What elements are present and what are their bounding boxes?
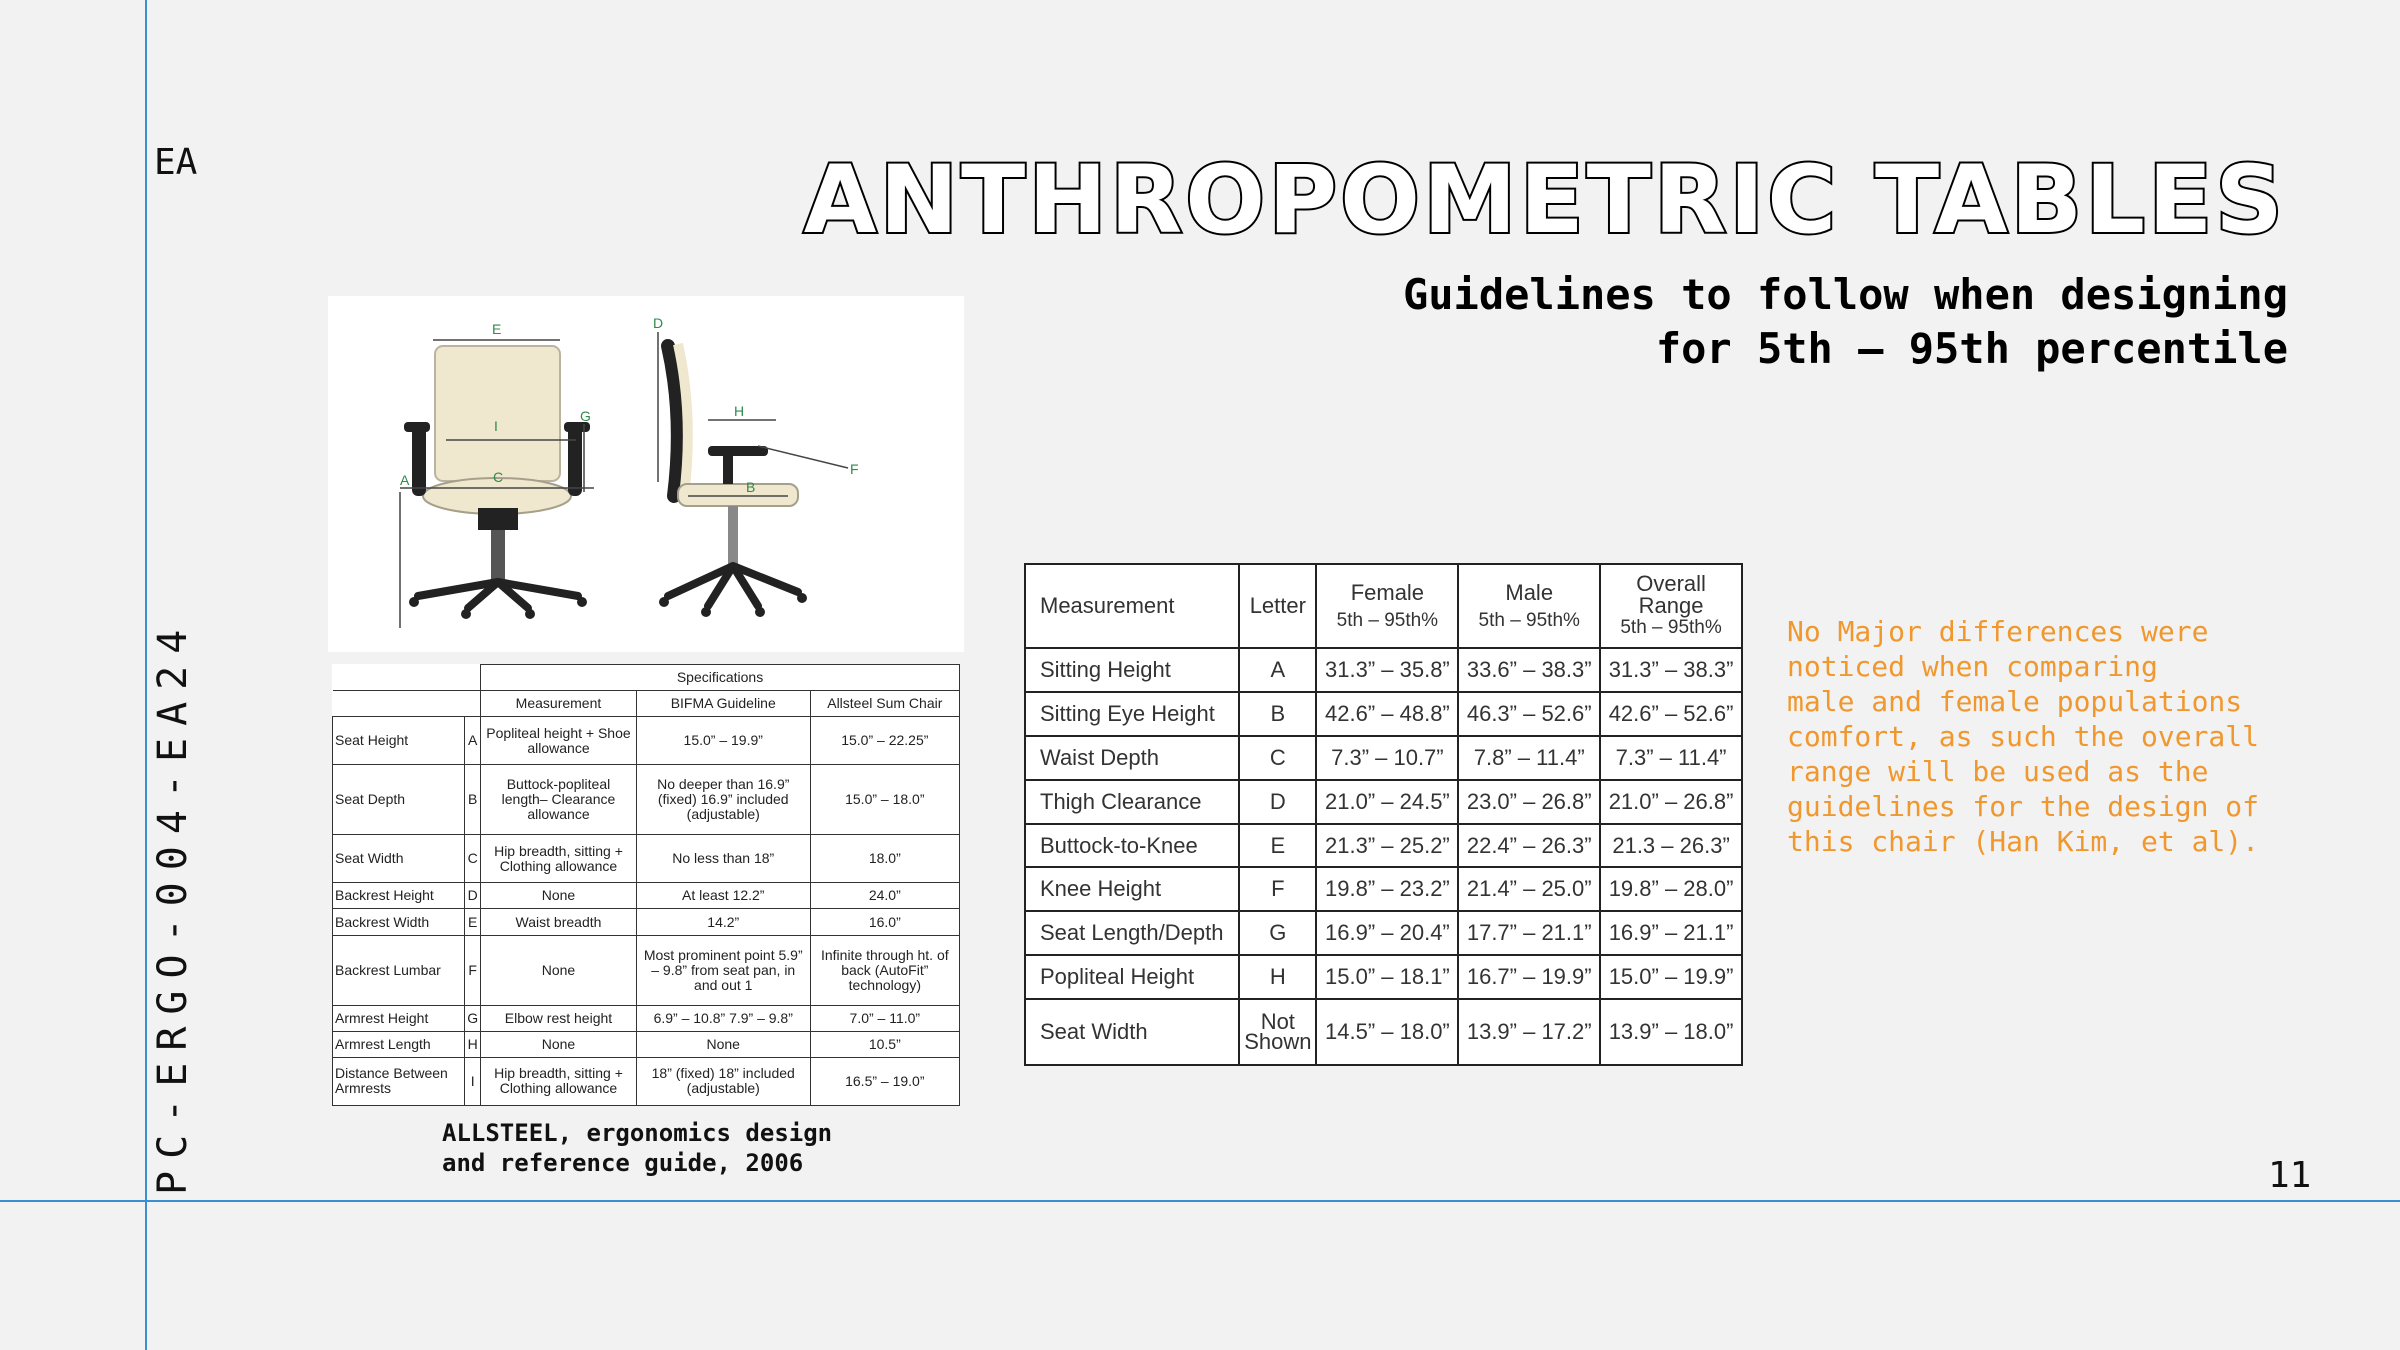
spec-row-letter: E <box>465 909 481 935</box>
spec-row-bifma: None <box>636 1031 810 1057</box>
spec-row-allsteel: Infinite through ht. of back (AutoFit” technology) <box>810 935 959 1005</box>
table-row <box>1025 692 1742 736</box>
spec-row-letter: C <box>465 835 481 883</box>
spec-row-measurement: Elbow rest height <box>481 1005 637 1031</box>
row-overall: 19.8” – 28.0” <box>1600 867 1742 911</box>
table-row <box>333 1005 960 1031</box>
row-measurement: Thigh Clearance <box>1025 780 1239 824</box>
row-overall: 7.3” – 11.4” <box>1600 736 1742 780</box>
header-male-label: Male <box>1505 580 1554 605</box>
row-female: 21.0” – 24.5” <box>1316 780 1458 824</box>
row-letter: H <box>1239 955 1316 999</box>
spec-header-measurement: Measurement <box>481 691 637 717</box>
figure-caption <box>442 1118 832 1178</box>
header-overall <box>1600 564 1742 648</box>
design-note: No Major differences were noticed when comparing male and female populations comfort, as such the overall range will be used as the guidelines for the design of this chair (Han Kim, et al). <box>1787 615 2260 858</box>
row-measurement: Waist Depth <box>1025 736 1239 780</box>
table-row <box>333 883 960 909</box>
label-H: H <box>734 403 745 419</box>
row-male: 46.3” – 52.6” <box>1458 692 1600 736</box>
spec-row-allsteel: 24.0” <box>810 883 959 909</box>
horizontal-guide-line <box>0 1200 2400 1202</box>
header-female-label: Female <box>1350 580 1425 605</box>
spec-row-bifma: 18” (fixed) 18” included (adjustable) <box>636 1057 810 1105</box>
document-code: PC-ERGO-004-EA24 <box>150 617 196 1195</box>
spec-group-header: Specifications <box>481 665 960 691</box>
page-subtitle <box>1188 268 2288 376</box>
spec-row-name: Backrest Lumbar <box>333 935 465 1005</box>
row-female: 21.3” – 25.2” <box>1316 824 1458 868</box>
header-overall-label: Overall Range <box>1636 571 1706 618</box>
spec-row-bifma: Most prominent point 5.9” – 9.8” from seat pan, in and out 1 <box>636 935 810 1005</box>
spec-row-name: Seat Depth <box>333 765 465 835</box>
row-female: 14.5” – 18.0” <box>1316 999 1458 1065</box>
header-female-range: 5th – 95th% <box>1336 610 1439 631</box>
spec-row-letter: A <box>465 717 481 765</box>
spec-row-measurement: None <box>481 883 637 909</box>
row-measurement: Seat Width <box>1025 999 1239 1065</box>
spec-row-name: Distance Between Armrests <box>333 1057 465 1105</box>
spec-row-measurement: Hip breadth, sitting + Clothing allowance <box>481 835 637 883</box>
row-female: 42.6” – 48.8” <box>1316 692 1458 736</box>
spec-row-letter: B <box>465 765 481 835</box>
spec-row-letter: I <box>465 1057 481 1105</box>
spec-corner-cell-2 <box>333 691 481 717</box>
spec-row-allsteel: 16.5” – 19.0” <box>810 1057 959 1105</box>
row-female: 7.3” – 10.7” <box>1316 736 1458 780</box>
row-letter: F <box>1239 867 1316 911</box>
label-D: D <box>653 315 664 331</box>
row-letter: C <box>1239 736 1316 780</box>
table-row <box>333 765 960 835</box>
spec-row-measurement: Popliteal height + Shoe allowance <box>481 717 637 765</box>
label-A: A <box>400 472 410 488</box>
row-overall: 13.9” – 18.0” <box>1600 999 1742 1065</box>
spec-row-allsteel: 15.0” – 18.0” <box>810 765 959 835</box>
table-row <box>333 935 960 1005</box>
row-overall: 31.3” – 38.3” <box>1600 648 1742 692</box>
caption-line-1: ALLSTEEL, ergonomics design <box>442 1119 833 1147</box>
table-header-row <box>1025 564 1742 648</box>
row-male: 17.7” – 21.1” <box>1458 911 1600 955</box>
spec-row-name: Backrest Height <box>333 883 465 909</box>
row-letter: B <box>1239 692 1316 736</box>
spec-row-allsteel: 16.0” <box>810 909 959 935</box>
spec-row-name: Backrest Width <box>333 909 465 935</box>
table-row <box>1025 648 1742 692</box>
table-row <box>1025 911 1742 955</box>
spec-row-measurement: Waist breadth <box>481 909 637 935</box>
label-E: E <box>492 321 502 337</box>
row-male: 22.4” – 26.3” <box>1458 824 1600 868</box>
label-B: B <box>746 479 756 495</box>
header-female <box>1316 564 1458 648</box>
row-female: 31.3” – 35.8” <box>1316 648 1458 692</box>
spec-row-measurement: None <box>481 935 637 1005</box>
spec-row-letter: G <box>465 1005 481 1031</box>
label-I: I <box>494 418 498 434</box>
spec-row-allsteel: 10.5” <box>810 1031 959 1057</box>
row-female: 15.0” – 18.1” <box>1316 955 1458 999</box>
spec-row-bifma: At least 12.2” <box>636 883 810 909</box>
vertical-guide-line <box>145 0 147 1350</box>
row-male: 16.7” – 19.9” <box>1458 955 1600 999</box>
table-row <box>333 717 960 765</box>
spec-row-name: Seat Width <box>333 835 465 883</box>
chair-side-view <box>659 344 807 617</box>
spec-row-bifma: 14.2” <box>636 909 810 935</box>
subtitle-line-1: Guidelines to follow when designing <box>1402 270 2288 319</box>
row-overall: 16.9” – 21.1” <box>1600 911 1742 955</box>
row-male: 33.6” – 38.3” <box>1458 648 1600 692</box>
header-letter: Letter <box>1239 564 1316 648</box>
bifma-spec-table <box>332 664 960 1106</box>
page-title: ANTHROPOMETRIC TABLES <box>803 146 2286 255</box>
header-male <box>1458 564 1600 648</box>
section-tag: EA <box>154 142 198 183</box>
spec-row-bifma: No less than 18” <box>636 835 810 883</box>
row-overall: 21.3 – 26.3” <box>1600 824 1742 868</box>
spec-row-letter: D <box>465 883 481 909</box>
row-overall: 15.0” – 19.9” <box>1600 955 1742 999</box>
table-row <box>333 1057 960 1105</box>
page-number: 11 <box>2268 1155 2312 1196</box>
row-measurement: Seat Length/Depth <box>1025 911 1239 955</box>
spec-corner-cell <box>333 665 481 691</box>
spec-row-bifma: No deeper than 16.9” (fixed) 16.9” included (adjustable) <box>636 765 810 835</box>
spec-row-allsteel: 15.0” – 22.25” <box>810 717 959 765</box>
subtitle-line-2: for 5th – 95th percentile <box>1655 324 2288 373</box>
table-row <box>1025 780 1742 824</box>
spec-row-allsteel: 7.0” – 11.0” <box>810 1005 959 1031</box>
table-row <box>1025 867 1742 911</box>
row-letter: G <box>1239 911 1316 955</box>
row-male: 7.8” – 11.4” <box>1458 736 1600 780</box>
table-row <box>1025 999 1742 1065</box>
spec-row-letter: F <box>465 935 481 1005</box>
spec-header-allsteel: Allsteel Sum Chair <box>810 691 959 717</box>
header-overall-range: 5th – 95th% <box>1620 617 1722 638</box>
row-measurement: Sitting Eye Height <box>1025 692 1239 736</box>
row-measurement: Popliteal Height <box>1025 955 1239 999</box>
row-letter: E <box>1239 824 1316 868</box>
row-measurement: Sitting Height <box>1025 648 1239 692</box>
spec-row-measurement: Buttock-popliteal length– Clearance allowance <box>481 765 637 835</box>
table-row <box>333 835 960 883</box>
table-row <box>1025 955 1742 999</box>
row-measurement: Knee Height <box>1025 867 1239 911</box>
row-overall: 42.6” – 52.6” <box>1600 692 1742 736</box>
anthropometric-table <box>1024 563 1743 1066</box>
label-C: C <box>493 469 504 485</box>
spec-row-bifma: 6.9” – 10.8” 7.9” – 9.8” <box>636 1005 810 1031</box>
row-female: 19.8” – 23.2” <box>1316 867 1458 911</box>
table-row <box>333 909 960 935</box>
table-row <box>333 1031 960 1057</box>
row-male: 21.4” – 25.0” <box>1458 867 1600 911</box>
chair-illustration <box>328 296 964 652</box>
chair-dimension-figure <box>328 296 964 652</box>
header-measurement: Measurement <box>1025 564 1239 648</box>
spec-row-measurement: None <box>481 1031 637 1057</box>
spec-row-allsteel: 18.0” <box>810 835 959 883</box>
spec-row-name: Seat Height <box>333 717 465 765</box>
row-letter: D <box>1239 780 1316 824</box>
row-letter: Not Shown <box>1239 999 1316 1065</box>
row-measurement: Buttock-to-Knee <box>1025 824 1239 868</box>
row-overall: 21.0” – 26.8” <box>1600 780 1742 824</box>
spec-row-bifma: 15.0” – 19.9” <box>636 717 810 765</box>
caption-line-2: and reference guide, 2006 <box>442 1149 804 1177</box>
label-F: F <box>850 461 859 477</box>
spec-row-measurement: Hip breadth, sitting + Clothing allowance <box>481 1057 637 1105</box>
table-row <box>1025 824 1742 868</box>
row-female: 16.9” – 20.4” <box>1316 911 1458 955</box>
row-male: 23.0” – 26.8” <box>1458 780 1600 824</box>
spec-row-letter: H <box>465 1031 481 1057</box>
spec-row-name: Armrest Length <box>333 1031 465 1057</box>
spec-row-name: Armrest Height <box>333 1005 465 1031</box>
table-row <box>1025 736 1742 780</box>
row-male: 13.9” – 17.2” <box>1458 999 1600 1065</box>
row-letter: A <box>1239 648 1316 692</box>
spec-header-bifma: BIFMA Guideline <box>636 691 810 717</box>
label-G: G <box>580 408 591 424</box>
header-male-range: 5th – 95th% <box>1478 610 1580 631</box>
